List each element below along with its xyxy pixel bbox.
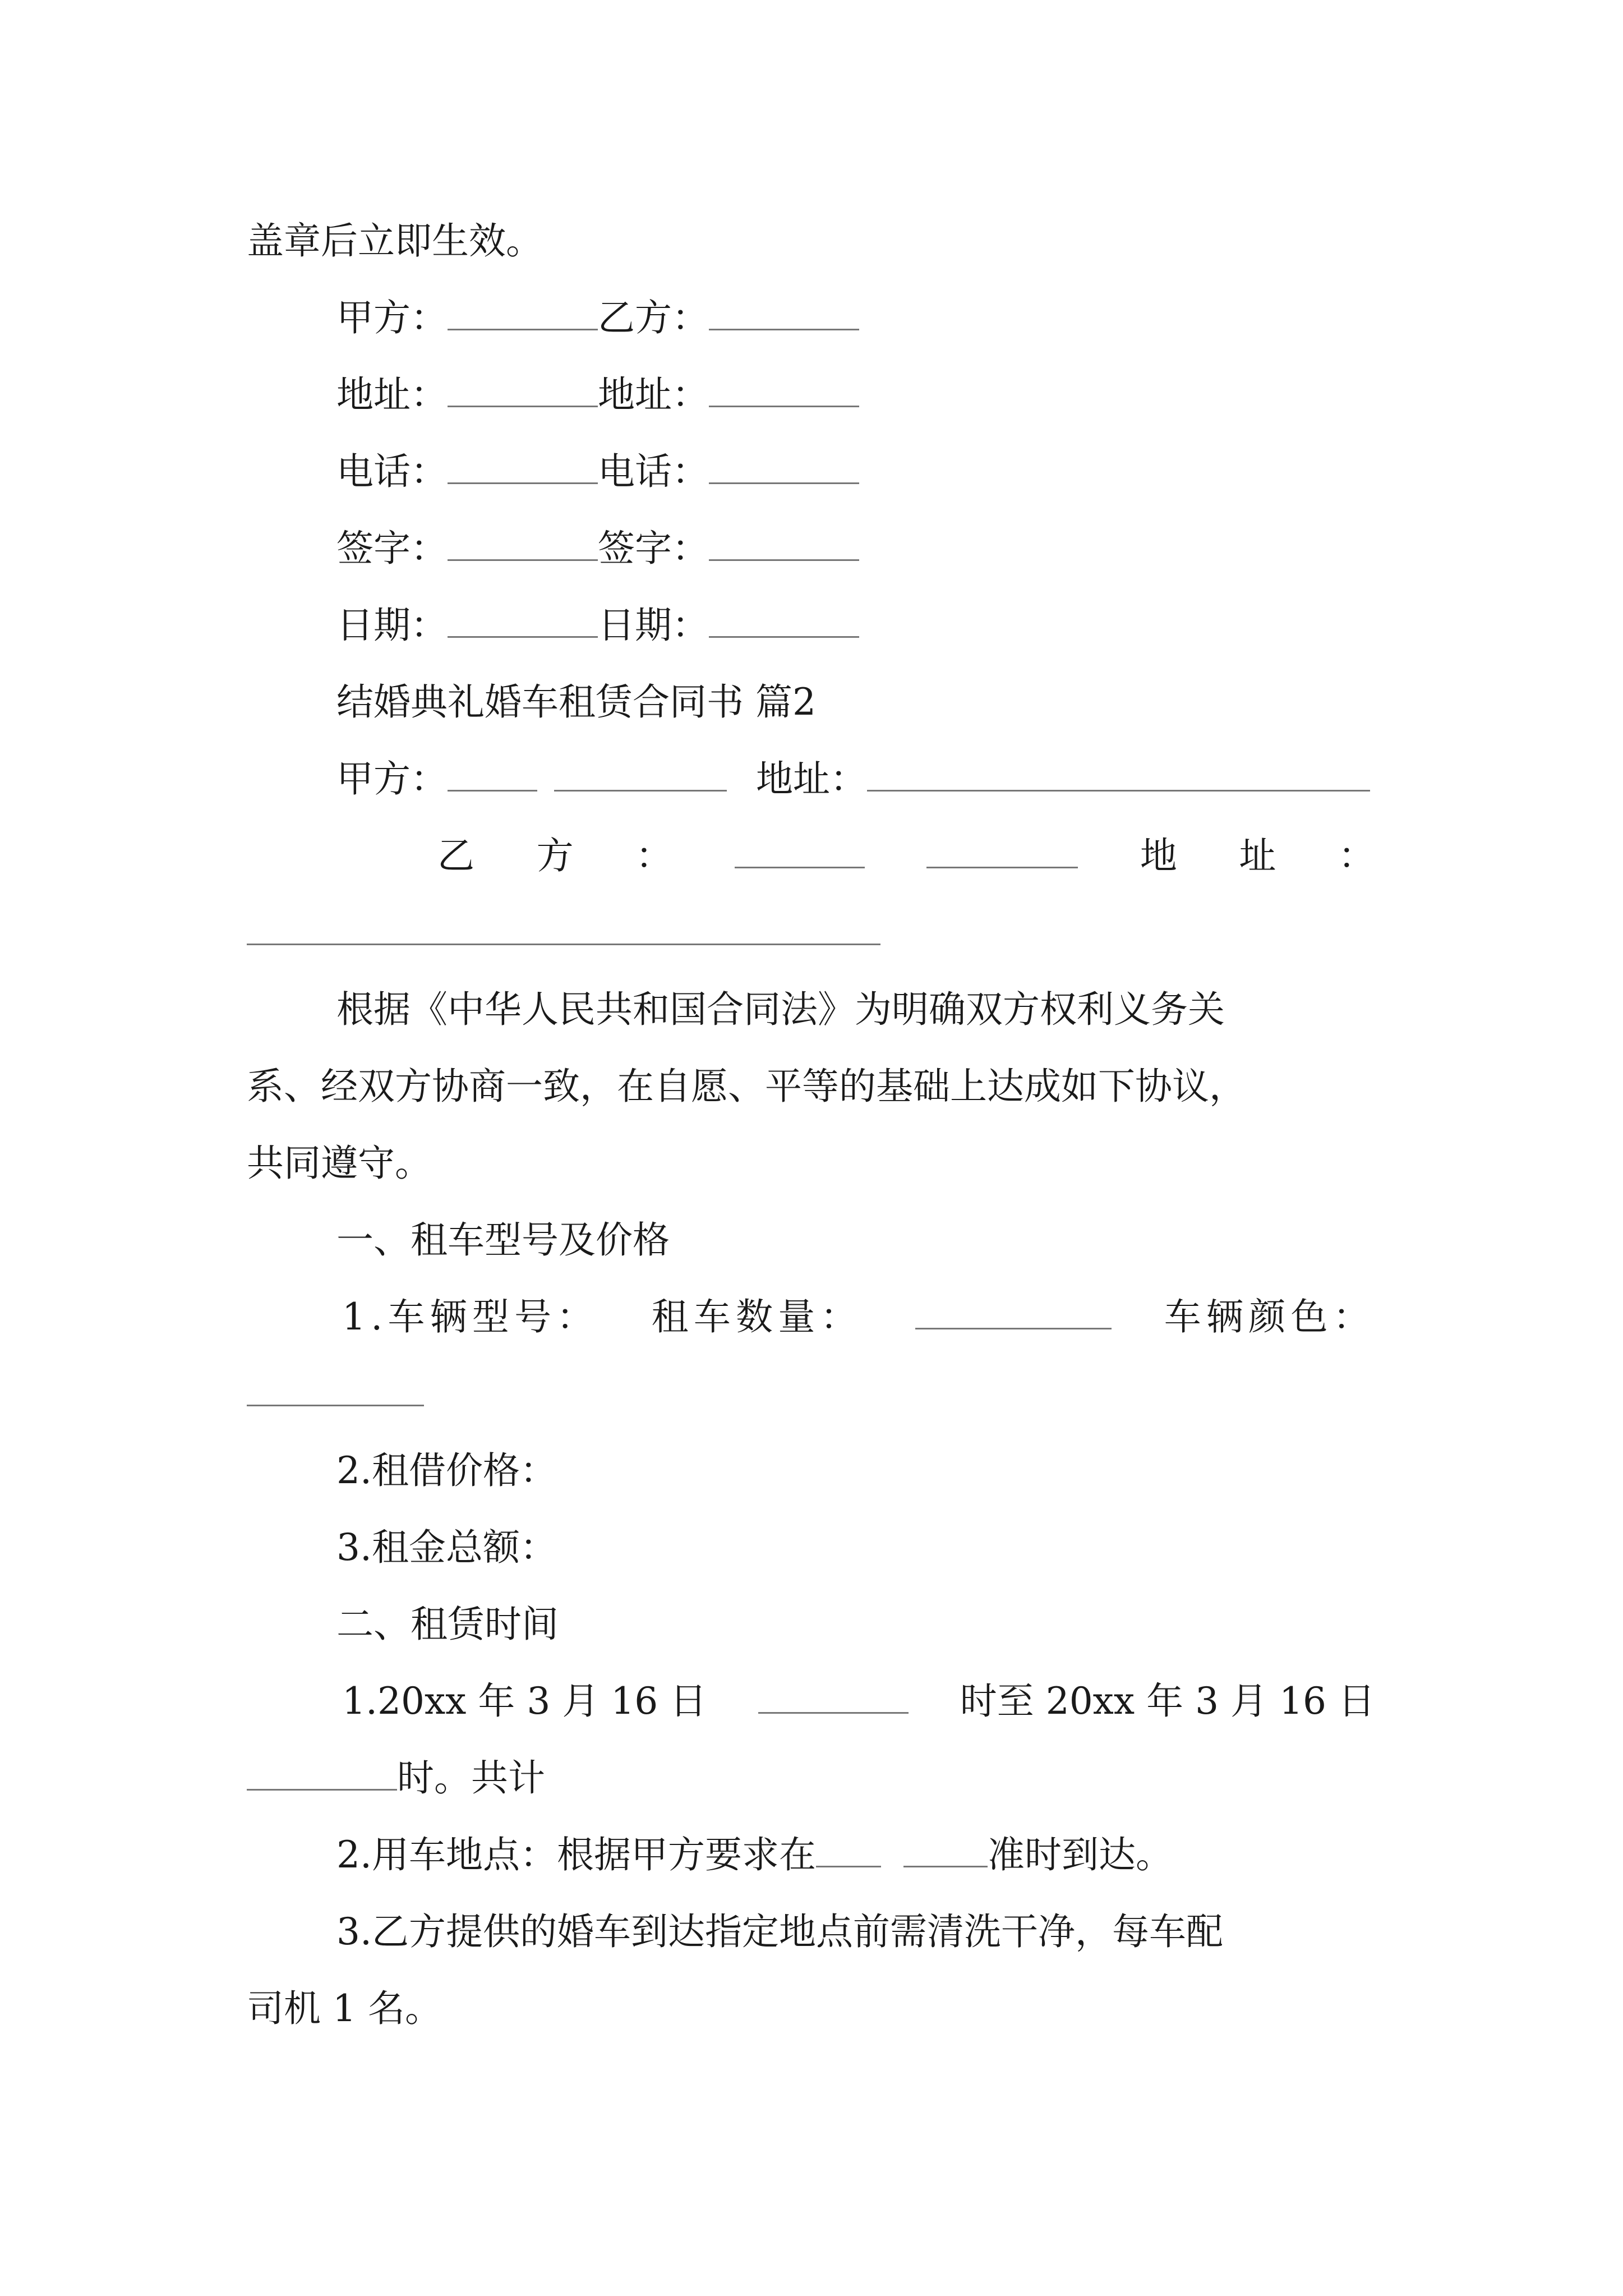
address-label-b: 地址： <box>598 373 709 416</box>
intro-line-1: 根据《中华人民共和国合同法》为明确双方权利义务关 <box>336 988 1225 1031</box>
p2-party-a-label: 甲方： <box>336 757 448 800</box>
party-a-address-row <box>336 757 1370 802</box>
p2-party-a-blank-2 <box>554 758 727 792</box>
use-location-blank-1 <box>816 1834 881 1867</box>
rental-quantity-label: 租车数量： <box>651 1295 863 1338</box>
section-1-title: 一、租车型号及价格 <box>336 1218 670 1262</box>
section-2-item-3-line-1: 3.乙方提供的婚车到达指定地点前需清洗干净，每车配 <box>336 1910 1223 1953</box>
date-b-blank <box>709 605 859 638</box>
p2-address-b-blank <box>247 912 880 945</box>
signature-label-a: 签字： <box>336 527 448 570</box>
p2-party-a-blank-1 <box>448 758 537 792</box>
signature-row-party <box>336 296 859 341</box>
p2-address-label: 地址： <box>756 757 867 800</box>
p2-party-b-char-2: 方 <box>536 834 574 877</box>
p2-party-b-char-3: ： <box>635 834 673 877</box>
party-a-label: 甲方： <box>336 296 448 339</box>
party-b-address-continuation <box>247 910 880 955</box>
section-1-item-3: 3.租金总额： <box>336 1526 557 1569</box>
section-2-title: 二、租赁时间 <box>336 1603 559 1646</box>
use-location-blank-2 <box>903 1834 988 1867</box>
contract-heading: 结婚典礼婚车租赁合同书 篇2 <box>336 680 816 724</box>
date-label-b: 日期： <box>598 604 709 647</box>
signature-label-b: 签字： <box>598 527 709 570</box>
phone-a-blank <box>448 451 598 484</box>
phone-label-a: 电话： <box>336 450 448 493</box>
rental-start-hour-blank <box>758 1681 909 1714</box>
vehicle-color-blank <box>247 1373 424 1406</box>
vehicle-model-label: 1.车辆型号： <box>342 1295 599 1338</box>
phone-label-b: 电话： <box>598 450 709 493</box>
text-line: 盖章后立即生效。 <box>247 219 543 263</box>
party-a-blank <box>448 297 598 330</box>
section-2-item-1-continuation <box>247 1756 545 1801</box>
section-2-item-3-line-2: 司机 1 名。 <box>247 1987 442 2030</box>
party-b-label: 乙方： <box>598 296 709 339</box>
intro-line-2: 系、经双方协商一致，在自愿、平等的基础上达成如下协议， <box>247 1065 1246 1108</box>
p2-address-b-char-1: 地 <box>1140 834 1177 877</box>
rental-end-hour-blank <box>247 1757 397 1791</box>
p2-party-b-blank-1 <box>735 835 865 868</box>
signature-row-date <box>336 603 859 648</box>
section-2-item-1 <box>342 1679 1375 1724</box>
date-a-blank <box>448 605 598 638</box>
rental-end-text: 时至 20xx 年 3 月 16 日 <box>960 1680 1375 1723</box>
phone-b-blank <box>709 451 859 484</box>
use-location-text: 2.用车地点：根据甲方要求在 <box>336 1833 816 1876</box>
section-1-item-2: 2.租借价格： <box>336 1449 557 1492</box>
vehicle-color-continuation <box>247 1372 424 1416</box>
rental-start-text: 1.20xx 年 3 月 16 日 <box>342 1680 707 1723</box>
vehicle-color-label: 车辆颜色： <box>1164 1295 1375 1338</box>
signature-a-blank <box>448 528 598 561</box>
p2-party-b-char-1: 乙 <box>437 834 474 877</box>
rental-quantity-blank <box>915 1296 1112 1329</box>
rental-total-text: 时。共计 <box>397 1756 545 1800</box>
signature-row-address <box>336 372 859 417</box>
party-b-blank <box>709 297 859 330</box>
p2-address-b-char-2: 址 <box>1239 834 1276 877</box>
signature-b-blank <box>709 528 859 561</box>
arrival-text: 准时到达。 <box>987 1833 1173 1876</box>
address-a-blank <box>448 374 598 407</box>
p2-party-b-blank-2 <box>926 835 1078 868</box>
section-1-item-1 <box>342 1295 1375 1340</box>
address-label-a: 地址： <box>336 373 448 416</box>
intro-line-3: 共同遵守。 <box>247 1142 432 1185</box>
signature-row-phone <box>336 449 859 494</box>
p2-address-blank <box>867 758 1370 792</box>
p2-address-b-char-3: ： <box>1338 834 1375 877</box>
party-b-address-row <box>437 834 1375 878</box>
address-b-blank <box>709 374 859 407</box>
date-label-a: 日期： <box>336 604 448 647</box>
section-2-item-2 <box>336 1833 1173 1878</box>
signature-row-sign <box>336 526 859 571</box>
